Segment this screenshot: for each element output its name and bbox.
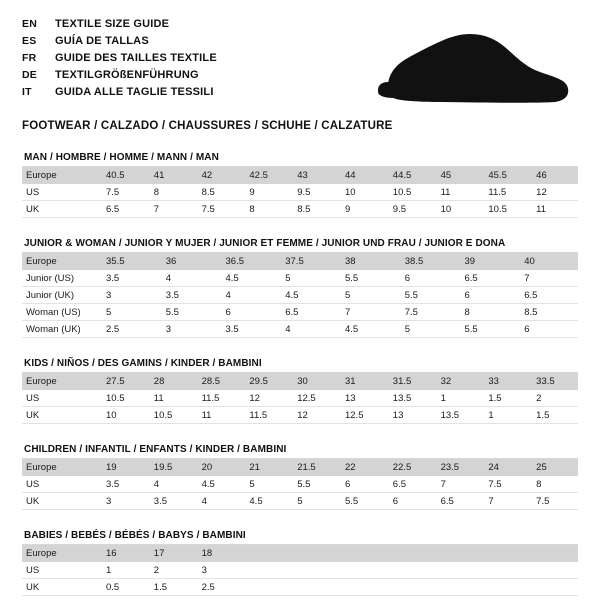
cell-empty — [387, 545, 435, 562]
row-label: US — [22, 390, 100, 407]
row-label: Europe — [22, 253, 100, 270]
table-row — [22, 545, 578, 562]
cell: 5.5 — [339, 493, 387, 510]
cell-empty — [291, 545, 339, 562]
cell: 5.5 — [459, 321, 519, 338]
language-row — [22, 50, 352, 67]
table-row — [22, 579, 578, 596]
cell: 3.5 — [148, 493, 196, 510]
row-label: Woman (UK) — [22, 321, 100, 338]
cell: 12 — [291, 407, 339, 424]
cell: 27.5 — [100, 373, 148, 390]
cell: 21.5 — [291, 459, 339, 476]
cell: 38 — [339, 253, 399, 270]
cell: 9 — [243, 184, 291, 201]
cell: 41 — [148, 167, 196, 184]
cell: 44 — [339, 167, 387, 184]
row-label: UK — [22, 579, 100, 596]
row-label: Europe — [22, 167, 100, 184]
cell: 45.5 — [482, 167, 530, 184]
cell: 6.5 — [518, 287, 578, 304]
cell: 30 — [291, 373, 339, 390]
block-title: CHILDREN / INFANTIL / ENFANTS / KINDER / BAMBINI — [22, 442, 578, 459]
cell: 40 — [518, 253, 578, 270]
cell: 4.5 — [196, 476, 244, 493]
size-block-babies — [22, 528, 578, 596]
row-label: US — [22, 476, 100, 493]
cell: 2 — [148, 562, 196, 579]
cell: 5 — [243, 476, 291, 493]
cell: 31 — [339, 373, 387, 390]
size-block-kids — [22, 356, 578, 424]
cell: 4 — [196, 493, 244, 510]
cell: 18 — [196, 545, 244, 562]
cell: 10.5 — [148, 407, 196, 424]
cell: 11 — [148, 390, 196, 407]
cell: 3.5 — [220, 321, 280, 338]
cell: 6 — [220, 304, 280, 321]
cell: 0.5 — [100, 579, 148, 596]
cell: 7.5 — [196, 201, 244, 218]
cell-empty — [482, 579, 530, 596]
row-label: Woman (US) — [22, 304, 100, 321]
cell: 5 — [100, 304, 160, 321]
cell: 8 — [530, 476, 578, 493]
cell: 5 — [399, 321, 459, 338]
cell: 1 — [100, 562, 148, 579]
row-label: Junior (US) — [22, 270, 100, 287]
table-row — [22, 201, 578, 218]
cell: 3 — [100, 287, 160, 304]
cell: 6.5 — [459, 270, 519, 287]
size-table — [22, 373, 578, 424]
cell: 4 — [279, 321, 339, 338]
cell: 5.5 — [160, 304, 220, 321]
cell-empty — [435, 579, 483, 596]
cell-empty — [339, 579, 387, 596]
cell: 31.5 — [387, 373, 435, 390]
cell: 13 — [387, 407, 435, 424]
cell: 5 — [291, 493, 339, 510]
row-label: US — [22, 562, 100, 579]
language-title: GUIDE DES TAILLES TEXTILE — [55, 52, 217, 64]
size-table — [22, 253, 578, 338]
cell: 2 — [530, 390, 578, 407]
cell: 6.5 — [435, 493, 483, 510]
cell: 10 — [435, 201, 483, 218]
footwear-section-heading: FOOTWEAR / CALZADO / CHAUSSURES / SCHUHE / CALZATURE — [22, 120, 393, 132]
cell-empty — [530, 562, 578, 579]
cell-empty — [339, 545, 387, 562]
cell: 4.5 — [339, 321, 399, 338]
size-block-children — [22, 442, 578, 510]
row-label: UK — [22, 201, 100, 218]
cell: 7 — [148, 201, 196, 218]
cell: 5 — [279, 270, 339, 287]
language-row — [22, 16, 352, 33]
cell: 8 — [459, 304, 519, 321]
cell: 11 — [435, 184, 483, 201]
cell: 36.5 — [220, 253, 280, 270]
cell: 10 — [100, 407, 148, 424]
cell: 42 — [196, 167, 244, 184]
language-title: GUIDA ALLE TAGLIE TESSILI — [55, 86, 214, 98]
cell: 8 — [148, 184, 196, 201]
cell-empty — [530, 579, 578, 596]
cell: 20 — [196, 459, 244, 476]
size-block-junior-woman — [22, 236, 578, 338]
cell: 4.5 — [243, 493, 291, 510]
cell-empty — [387, 562, 435, 579]
cell: 9 — [339, 201, 387, 218]
cell-empty — [435, 562, 483, 579]
size-table — [22, 459, 578, 510]
document-header — [22, 16, 578, 108]
cell: 6.5 — [279, 304, 339, 321]
size-table — [22, 167, 578, 218]
table-row — [22, 390, 578, 407]
cell-empty — [291, 579, 339, 596]
row-label: Europe — [22, 373, 100, 390]
table-row — [22, 373, 578, 390]
cell: 10.5 — [387, 184, 435, 201]
cell: 9.5 — [387, 201, 435, 218]
cell-empty — [530, 545, 578, 562]
cell: 11.5 — [482, 184, 530, 201]
cell: 19.5 — [148, 459, 196, 476]
cell: 8 — [243, 201, 291, 218]
cell: 3 — [196, 562, 244, 579]
cell: 3 — [160, 321, 220, 338]
cell: 7 — [339, 304, 399, 321]
cell: 21 — [243, 459, 291, 476]
row-label: Junior (UK) — [22, 287, 100, 304]
cell: 33.5 — [530, 373, 578, 390]
cell: 13.5 — [387, 390, 435, 407]
cell: 1.5 — [482, 390, 530, 407]
table-row — [22, 270, 578, 287]
cell: 12.5 — [291, 390, 339, 407]
row-label: UK — [22, 493, 100, 510]
cell: 12 — [243, 390, 291, 407]
cell: 23.5 — [435, 459, 483, 476]
cell: 7 — [482, 493, 530, 510]
cell: 4.5 — [279, 287, 339, 304]
cell: 4.5 — [220, 270, 280, 287]
cell-empty — [435, 545, 483, 562]
cell: 1.5 — [530, 407, 578, 424]
cell: 4 — [148, 476, 196, 493]
language-title: TEXTILGRÖßENFÜHRUNG — [55, 69, 199, 81]
cell: 7.5 — [399, 304, 459, 321]
table-row — [22, 184, 578, 201]
cell-empty — [243, 579, 291, 596]
cell-empty — [482, 562, 530, 579]
language-code: IT — [22, 86, 32, 98]
cell: 10.5 — [482, 201, 530, 218]
cell: 11.5 — [243, 407, 291, 424]
block-title: BABIES / BEBÉS / BÉBÉS / BABYS / BAMBINI — [22, 528, 578, 545]
cell-empty — [339, 562, 387, 579]
cell: 6.5 — [100, 201, 148, 218]
cell: 8.5 — [291, 201, 339, 218]
cell-empty — [482, 545, 530, 562]
row-label: Europe — [22, 459, 100, 476]
cell: 8.5 — [518, 304, 578, 321]
cell: 12.5 — [339, 407, 387, 424]
cell: 6 — [459, 287, 519, 304]
cell: 33 — [482, 373, 530, 390]
table-row — [22, 476, 578, 493]
language-title: GUÍA DE TALLAS — [55, 35, 149, 47]
cell: 7.5 — [530, 493, 578, 510]
cell: 40.5 — [100, 167, 148, 184]
cell: 11 — [196, 407, 244, 424]
row-label: UK — [22, 407, 100, 424]
cell: 1 — [482, 407, 530, 424]
language-title-list — [22, 16, 352, 101]
table-row — [22, 321, 578, 338]
table-row — [22, 287, 578, 304]
cell: 3.5 — [100, 270, 160, 287]
cell: 2.5 — [100, 321, 160, 338]
table-row — [22, 562, 578, 579]
cell: 24 — [482, 459, 530, 476]
cell: 7.5 — [100, 184, 148, 201]
dress-shoe-icon — [372, 32, 572, 106]
cell: 36 — [160, 253, 220, 270]
language-row — [22, 84, 352, 101]
size-table — [22, 545, 578, 596]
cell: 5.5 — [339, 270, 399, 287]
cell: 5.5 — [291, 476, 339, 493]
cell: 43 — [291, 167, 339, 184]
block-title: JUNIOR & WOMAN / JUNIOR Y MUJER / JUNIOR ET FEMME / JUNIOR UND FRAU / JUNIOR E DONA — [22, 236, 578, 253]
table-row — [22, 167, 578, 184]
cell: 5 — [339, 287, 399, 304]
cell: 35.5 — [100, 253, 160, 270]
cell: 7 — [518, 270, 578, 287]
cell: 44.5 — [387, 167, 435, 184]
cell: 13.5 — [435, 407, 483, 424]
cell: 16 — [100, 545, 148, 562]
cell: 28.5 — [196, 373, 244, 390]
cell: 3.5 — [100, 476, 148, 493]
cell: 13 — [339, 390, 387, 407]
cell: 25 — [530, 459, 578, 476]
table-row — [22, 253, 578, 270]
cell: 4 — [220, 287, 280, 304]
cell: 22.5 — [387, 459, 435, 476]
cell: 4 — [160, 270, 220, 287]
table-row — [22, 304, 578, 321]
cell: 10 — [339, 184, 387, 201]
cell: 6 — [387, 493, 435, 510]
cell: 38.5 — [399, 253, 459, 270]
cell: 6 — [399, 270, 459, 287]
cell: 12 — [530, 184, 578, 201]
cell: 1 — [435, 390, 483, 407]
cell-empty — [387, 579, 435, 596]
language-code: FR — [22, 52, 37, 64]
cell: 32 — [435, 373, 483, 390]
cell: 3 — [100, 493, 148, 510]
language-code: ES — [22, 35, 37, 47]
cell: 45 — [435, 167, 483, 184]
cell: 7.5 — [482, 476, 530, 493]
cell-empty — [243, 545, 291, 562]
language-title: TEXTILE SIZE GUIDE — [55, 18, 170, 30]
cell: 28 — [148, 373, 196, 390]
cell: 11.5 — [196, 390, 244, 407]
cell: 11 — [530, 201, 578, 218]
cell: 9.5 — [291, 184, 339, 201]
cell: 2.5 — [196, 579, 244, 596]
table-row — [22, 407, 578, 424]
size-block-man — [22, 150, 578, 218]
cell: 37.5 — [279, 253, 339, 270]
row-label: US — [22, 184, 100, 201]
cell: 19 — [100, 459, 148, 476]
cell: 10.5 — [100, 390, 148, 407]
row-label: Europe — [22, 545, 100, 562]
language-row — [22, 67, 352, 84]
cell: 1.5 — [148, 579, 196, 596]
table-row — [22, 493, 578, 510]
language-code: DE — [22, 69, 37, 81]
language-row — [22, 33, 352, 50]
cell: 8.5 — [196, 184, 244, 201]
cell: 6 — [518, 321, 578, 338]
cell: 22 — [339, 459, 387, 476]
cell-empty — [291, 562, 339, 579]
cell: 46 — [530, 167, 578, 184]
cell: 6 — [339, 476, 387, 493]
cell: 5.5 — [399, 287, 459, 304]
cell-empty — [243, 562, 291, 579]
cell: 17 — [148, 545, 196, 562]
cell: 7 — [435, 476, 483, 493]
cell: 29.5 — [243, 373, 291, 390]
language-code: EN — [22, 18, 37, 30]
cell: 3.5 — [160, 287, 220, 304]
cell: 39 — [459, 253, 519, 270]
cell: 42.5 — [243, 167, 291, 184]
block-title: MAN / HOMBRE / HOMME / MANN / MAN — [22, 150, 578, 167]
block-title: KIDS / NIÑOS / DES GAMINS / KINDER / BAMBINI — [22, 356, 578, 373]
table-row — [22, 459, 578, 476]
cell: 6.5 — [387, 476, 435, 493]
